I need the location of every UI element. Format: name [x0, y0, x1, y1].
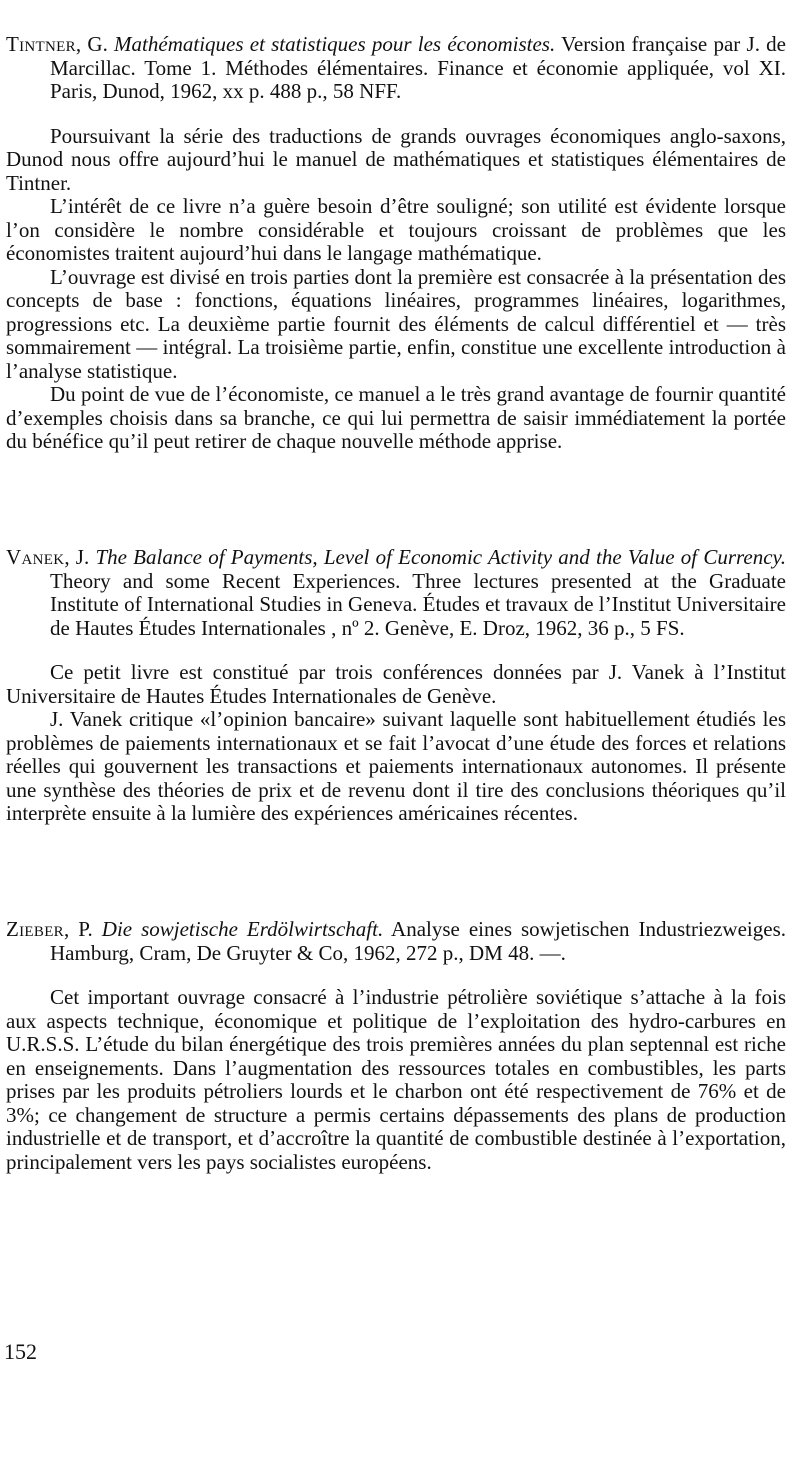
- page-number: 152: [4, 1339, 37, 1364]
- author-surname: Vanek: [6, 545, 65, 569]
- book-title: Die sowjetische Erdölwirtschaft.: [101, 917, 384, 941]
- review-body: [0, 661, 800, 826]
- book-title: The Balance of Payments, Level of Economic Activity and the Value of Currency.: [95, 545, 786, 569]
- review-paragraph: L’ouvrage est divisé en trois parties dont la première est consacrée à la présentation des concepts de base : fonctions, équations linéaires, programmes linéaires, logarithmes, progressions etc. La deuxième partie fournit des éléments de calcul différentiel et — très sommairement — intégral. La troisième partie, enfin, constitue une excellente introduction à l’analyse statistique.: [6, 264, 786, 383]
- review-paragraph: Poursuivant la série des traductions de grands ouvrages économiques anglo-saxons, Dunod nous offre aujourd’hui le manuel de mathématiques et statistiques élémentaires de Tintner.: [6, 123, 786, 195]
- book-title: Mathématiques et statistiques pour les économistes.: [114, 32, 556, 56]
- author-initial: , P.: [63, 917, 102, 941]
- citation: [0, 33, 800, 104]
- citation: [0, 546, 800, 640]
- book-details: Theory and some Recent Experiences. Three lectures presented at the Graduate Institute of International Studies in Geneva. Études et travaux de l’Institut Universitaire de Hautes Études Internationales , nº 2. Genève, E. Droz, 1962, 36 p., 5 FS.: [50, 568, 786, 640]
- review-paragraph: L’intérêt de ce livre n’a guère besoin d’être souligné; son utilité est évidente lorsque l’on considère le nombre considérable et toujours croissant de problèmes que les économistes traitent aujourd’hui dans le langage mathématique.: [6, 194, 786, 265]
- review-paragraph: Ce petit livre est constitué par trois conférences données par J. Vanek à l’Institut Universitaire de Hautes Études Internationales de Genève.: [6, 660, 786, 708]
- review-vanek: [0, 546, 800, 826]
- review-paragraph: Du point de vue de l’économiste, ce manuel a le très grand avantage de fournir quantité d’exemples choisis dans sa branche, ce qui lui permettra de saisir immédiatement la portée du bénéfice qu’il peut retirer de chaque nouvelle méthode apprise.: [6, 382, 786, 453]
- review-tintner: [0, 33, 800, 454]
- review-body: [0, 125, 800, 454]
- book-details: Version française par J. de Marcillac. Tome 1. Méthodes élémentaires. Finance et économie appliquée, vol XI. Paris, Dunod, 1962, xx p. 488 p., 58 NFF.: [50, 32, 786, 103]
- review-paragraph: J. Vanek critique «l’opinion bancaire» suivant laquelle sont habituellement étudiés les problèmes de paiements internationaux et se fait l’avocat d’une étude des forces et relations réelles qui gouvernent les transactions et paiements internationaux autonomes. Il présente une synthèse des théories de prix et de revenu dont il tire des conclusions théoriques qu’il interprète ensuite à la lumière des expériences américaines récentes.: [6, 707, 786, 825]
- review-paragraph: Cet important ouvrage consacré à l’industrie pétrolière soviétique s’attache à la fois aux aspects technique, économique et politique de l’exploitation des hydro-carbures en U.R.S.S. L’étude du bilan énergétique des trois premières années du plan septennal est riche en enseignements. Dans l’augmentation des ressources totales en combustibles, les parts prises par les produits pétroliers lourds et le charbon ont été respectivement de 76% et de 3%; ce changement de structure a permis certains dépassements des plans de production industrielle et de transport, et d’accroître la quantité de combustible destinée à l’exportation, principalement vers les pays socialistes européens.: [6, 985, 786, 1174]
- book-details: Analyse eines sowjetischen Industriezweiges. Hamburg, Cram, De Gruyter & Co, 1962, 272 p., DM 48. —.: [50, 917, 786, 965]
- author-surname: Tintner: [6, 32, 76, 56]
- review-body: [0, 986, 800, 1174]
- author-initial: , J.: [64, 545, 96, 569]
- citation: [0, 918, 800, 965]
- author-initial: , G.: [75, 32, 115, 56]
- author-surname: Zieber: [6, 917, 64, 941]
- review-zieber: [0, 918, 800, 1174]
